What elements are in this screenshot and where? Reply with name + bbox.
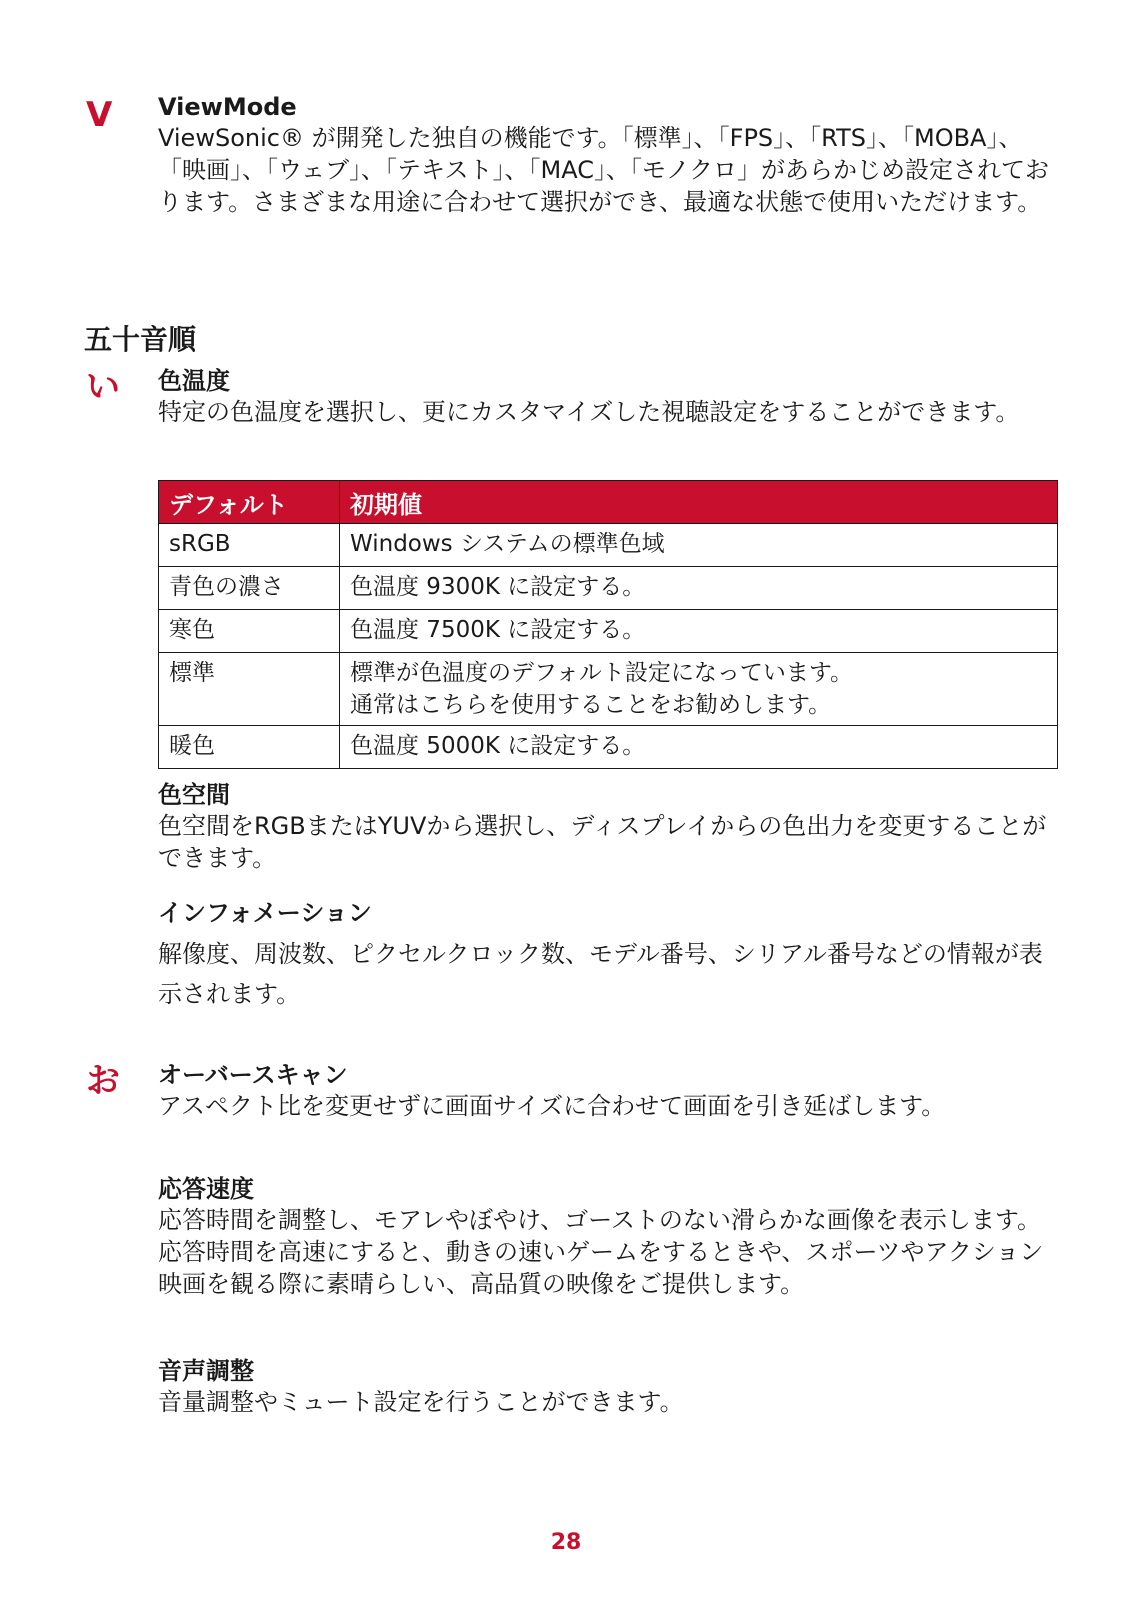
viewmode-entry (158, 92, 1058, 218)
color-space-body: 色空間をRGBまたはYUVから選択し、ディスプレイからの色出力を変更することができます。 (158, 812, 1047, 872)
audio-adjust-body: 音量調整やミュート設定を行うことができます。 (158, 1388, 684, 1416)
viewmode-body: ViewSonic® が開発した独自の機能です。「標準」、「FPS」、「RTS」、「MOBA」、「映画」、「ウェブ」、「テキスト」、「MAC」、「モノクロ」があらかじめ設定されております。さまざまな用途に合わせて選択ができ、最適な状態で使用いただけます。 (158, 124, 1050, 216)
response-time-title: 応答速度 (158, 1175, 254, 1203)
color-temp-title: 色温度 (158, 367, 230, 395)
information-body: 解像度、周波数、ピクセルクロック数、モデル番号、シリアル番号などの情報が表示されます。 (158, 940, 1043, 1008)
header-initial-value: 初期値 (340, 481, 1058, 524)
table-row (159, 726, 1058, 769)
color-temp-table (158, 480, 1058, 769)
gojuon-heading: 五十音順 (84, 323, 197, 356)
row-value (340, 610, 1058, 653)
row-value-line: 色温度 5000K に設定する。 (350, 733, 646, 759)
row-value (340, 726, 1058, 769)
audio-adjust-title: 音声調整 (158, 1357, 254, 1385)
row-name: 暖色 (159, 726, 340, 769)
row-value-line: Windows システムの標準色域 (350, 531, 665, 557)
row-value-line: 標準が色温度のデフォルト設定になっています。 (350, 660, 854, 686)
row-name: 標準 (159, 653, 340, 726)
page-number: 28 (550, 1530, 582, 1555)
response-time-entry (158, 1174, 1058, 1300)
table-row (159, 524, 1058, 567)
overscan-entry (158, 1060, 1058, 1122)
audio-adjust-entry (158, 1356, 1058, 1418)
color-space-entry (158, 780, 1058, 874)
row-name: sRGB (159, 524, 340, 567)
color-space-title: 色空間 (158, 781, 230, 809)
row-value (340, 653, 1058, 726)
row-value-line: 色温度 9300K に設定する。 (350, 574, 646, 600)
header-default: デフォルト (159, 481, 340, 524)
index-letter-o: お (86, 1061, 120, 1101)
table-row (159, 567, 1058, 610)
overscan-body: アスペクト比を変更せずに画面サイズに合わせて画面を引き延ばします。 (158, 1092, 946, 1120)
row-value-line: 通常はこちらを使用することをお勧めします。 (350, 692, 832, 718)
row-name: 青色の濃さ (159, 567, 340, 610)
information-title: インフォメーション (158, 899, 372, 927)
viewmode-title: ViewMode (158, 93, 297, 121)
row-name: 寒色 (159, 610, 340, 653)
table-row (159, 653, 1058, 726)
information-entry (158, 898, 1058, 1014)
response-time-body: 応答時間を調整し、モアレやぼやけ、ゴーストのない滑らかな画像を表示します。応答時間を高速にすると、動きの速いゲームをするときや、スポーツやアクション映画を観る際に素晴らしい、高品質の映像をご提供します。 (158, 1206, 1044, 1298)
table-header-row (159, 481, 1058, 524)
index-letter-i: い (86, 367, 120, 407)
row-value (340, 524, 1058, 567)
index-letter-v: V (86, 95, 113, 135)
color-temp-entry (158, 366, 1058, 428)
row-value (340, 567, 1058, 610)
overscan-title: オーバースキャン (158, 1061, 348, 1089)
row-value-line: 色温度 7500K に設定する。 (350, 617, 646, 643)
table-row (159, 610, 1058, 653)
color-temp-body: 特定の色温度を選択し、更にカスタマイズした視聴設定をすることができます。 (158, 398, 1020, 426)
